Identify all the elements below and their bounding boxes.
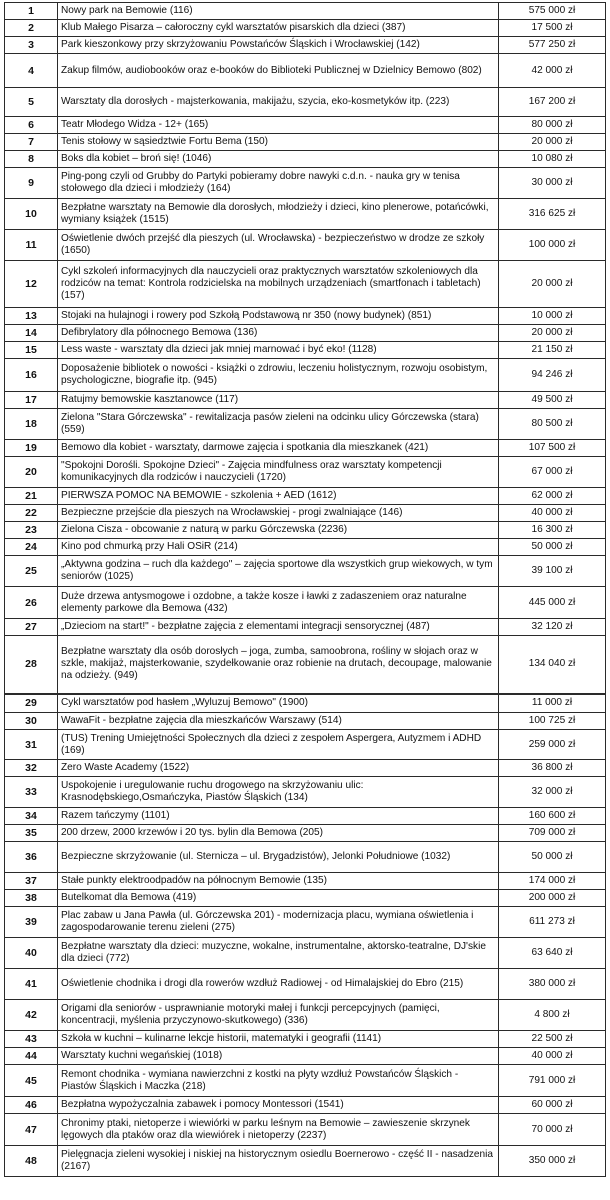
row-number: 38 [5, 890, 58, 907]
project-amount: 200 000 zł [499, 890, 606, 907]
table-row [5, 117, 606, 134]
table-row [5, 808, 606, 825]
project-name: PIERWSZA POMOC NA BEMOWIE - szkolenia + AED (1612) [58, 488, 499, 505]
project-amount: 62 000 zł [499, 488, 606, 505]
table-row [5, 20, 606, 37]
project-name: Remont chodnika - wymiana nawierzchni z kostki na płyty wzdłuż Powstańców Śląskich - Piastów Śląskich i Maczka (218) [58, 1065, 499, 1097]
row-number: 41 [5, 969, 58, 1000]
row-number: 11 [5, 230, 58, 261]
table-row [5, 488, 606, 505]
project-name: Teatr Młodego Widza - 12+ (165) [58, 117, 499, 134]
project-amount: 577 250 zł [499, 37, 606, 54]
row-number: 37 [5, 873, 58, 890]
project-name: „Aktywna godzina – ruch dla każdego" – zajęcia sportowe dla wszystkich grup wiekowych, w tym seniorów (1025) [58, 556, 499, 587]
table-row [5, 969, 606, 1000]
row-number: 27 [5, 619, 58, 636]
project-name: Zielona Cisza - obcowanie z naturą w parku Górczewska (2236) [58, 522, 499, 539]
project-name: „Dzieciom na start!" - bezpłatne zajęcia z elementami integracji sensorycznej (487) [58, 619, 499, 636]
row-number: 23 [5, 522, 58, 539]
row-number: 6 [5, 117, 58, 134]
table-row [5, 37, 606, 54]
row-number: 10 [5, 199, 58, 230]
project-name: Defibrylatory dla północnego Bemowa (136) [58, 325, 499, 342]
project-name: Uspokojenie i uregulowanie ruchu drogowego na skrzyżowaniu ulic: Krasnodębskiego,Osmańczyka, Piastów Śląskich (134) [58, 777, 499, 808]
project-name: Stojaki na hulajnogi i rowery pod Szkołą Podstawową nr 350 (nowy budynek) (851) [58, 308, 499, 325]
row-number: 21 [5, 488, 58, 505]
row-number: 30 [5, 713, 58, 730]
row-number: 48 [5, 1146, 58, 1177]
row-number: 17 [5, 392, 58, 409]
project-amount: 259 000 zł [499, 730, 606, 760]
projects-table-body [5, 3, 606, 1177]
row-number: 47 [5, 1114, 58, 1146]
project-name: Oświetlenie dwóch przejść dla pieszych (ul. Wrocławska) - bezpieczeństwo w drodze ze szkoły (1650) [58, 230, 499, 261]
table-row [5, 457, 606, 488]
project-name: Boks dla kobiet – broń się! (1046) [58, 151, 499, 168]
project-name: Bezpłatne warsztaty dla dzieci: muzyczne, wokalne, instrumentalne, aktorsko-teatralne, DJ'skie dla dzieci (772) [58, 938, 499, 969]
row-number: 46 [5, 1097, 58, 1114]
table-row [5, 1065, 606, 1097]
table-row [5, 713, 606, 730]
table-row [5, 505, 606, 522]
project-amount: 20 000 zł [499, 134, 606, 151]
project-name: Zielona "Stara Górczewska" - rewitalizacja pasów zieleni na odcinku ulicy Górczewska (stara) (559) [58, 409, 499, 440]
table-row [5, 694, 606, 713]
project-name: 200 drzew, 2000 krzewów i 20 tys. bylin dla Bemowa (205) [58, 825, 499, 842]
table-row [5, 151, 606, 168]
project-amount: 50 000 zł [499, 539, 606, 556]
project-amount: 316 625 zł [499, 199, 606, 230]
row-number: 42 [5, 1000, 58, 1031]
project-amount: 709 000 zł [499, 825, 606, 842]
row-number: 14 [5, 325, 58, 342]
row-number: 20 [5, 457, 58, 488]
table-row [5, 907, 606, 938]
row-number: 4 [5, 54, 58, 88]
project-name: (TUS) Trening Umiejętności Społecznych dla dzieci z zespołem Aspergera, Autyzmem i ADHD (169) [58, 730, 499, 760]
table-row [5, 1097, 606, 1114]
project-name: Butelkomat dla Bemowa (419) [58, 890, 499, 907]
row-number: 22 [5, 505, 58, 522]
row-number: 19 [5, 440, 58, 457]
project-name: Nowy park na Bemowie (116) [58, 3, 499, 20]
project-amount: 63 640 zł [499, 938, 606, 969]
project-amount: 80 000 zł [499, 117, 606, 134]
row-number: 12 [5, 261, 58, 308]
project-name: Chronimy ptaki, nietoperze i wiewiórki w parku leśnym na Bemowie – zawieszenie skrzynek lęgowych dla ptaków oraz dla wiewiórek i nietoperzy (2237) [58, 1114, 499, 1146]
project-amount: 49 500 zł [499, 392, 606, 409]
table-row [5, 825, 606, 842]
project-amount: 70 000 zł [499, 1114, 606, 1146]
project-amount: 380 000 zł [499, 969, 606, 1000]
project-name: Oświetlenie chodnika i drogi dla rowerów wzdłuż Radiowej - od Himalajskiej do Ebro (215) [58, 969, 499, 1000]
row-number: 3 [5, 37, 58, 54]
project-amount: 94 246 zł [499, 359, 606, 392]
table-row [5, 539, 606, 556]
project-name: Szkoła w kuchni – kulinarne lekcje historii, matematyki i geografii (1141) [58, 1031, 499, 1048]
table-row [5, 440, 606, 457]
table-row [5, 88, 606, 117]
project-amount: 67 000 zł [499, 457, 606, 488]
project-name: Less waste - warsztaty dla dzieci jak mniej marnować i być eko! (1128) [58, 342, 499, 359]
project-name: Cykl szkoleń informacyjnych dla nauczycieli oraz praktycznych warsztatów szkoleniowych dla rodziców na temat: Kontrola rodzicielska na mobilnych urządzeniach (smartfonach i tabletach) (157) [58, 261, 499, 308]
project-amount: 39 100 zł [499, 556, 606, 587]
table-row [5, 842, 606, 873]
project-amount: 107 500 zł [499, 440, 606, 457]
project-name: Stałe punkty elektroodpadów na północnym Bemowie (135) [58, 873, 499, 890]
project-amount: 167 200 zł [499, 88, 606, 117]
project-amount: 30 000 zł [499, 168, 606, 199]
project-amount: 40 000 zł [499, 505, 606, 522]
table-row [5, 342, 606, 359]
table-row [5, 873, 606, 890]
table-row [5, 730, 606, 760]
table-row [5, 230, 606, 261]
table-row [5, 760, 606, 777]
project-amount: 174 000 zł [499, 873, 606, 890]
table-row [5, 392, 606, 409]
row-number: 36 [5, 842, 58, 873]
project-name: Bezpłatna wypożyczalnia zabawek i pomocy Montessori (1541) [58, 1097, 499, 1114]
project-amount: 17 500 zł [499, 20, 606, 37]
table-row [5, 134, 606, 151]
table-row [5, 587, 606, 619]
project-amount: 42 000 zł [499, 54, 606, 88]
table-row [5, 619, 606, 636]
row-number: 32 [5, 760, 58, 777]
project-amount: 100 000 zł [499, 230, 606, 261]
project-amount: 4 800 zł [499, 1000, 606, 1031]
project-name: Tenis stołowy w sąsiedztwie Fortu Bema (150) [58, 134, 499, 151]
project-name: Bezpieczne przejście dla pieszych na Wrocławskiej - progi zwalniające (146) [58, 505, 499, 522]
project-amount: 80 500 zł [499, 409, 606, 440]
row-number: 25 [5, 556, 58, 587]
project-amount: 16 300 zł [499, 522, 606, 539]
project-name: Bezpłatne warsztaty dla osób dorosłych – joga, zumba, samoobrona, rośliny w słojach oraz w szkle, makijaż, majsterkowanie, szydełkowanie oraz robienie na drutach, decoupage, malowanie na odzieży. (949) [58, 636, 499, 694]
project-name: WawaFit - bezpłatne zajęcia dla mieszkańców Warszawy (514) [58, 713, 499, 730]
project-amount: 32 120 zł [499, 619, 606, 636]
project-amount: 791 000 zł [499, 1065, 606, 1097]
project-amount: 20 000 zł [499, 325, 606, 342]
project-amount: 60 000 zł [499, 1097, 606, 1114]
row-number: 18 [5, 409, 58, 440]
table-row [5, 777, 606, 808]
project-amount: 134 040 zł [499, 636, 606, 694]
table-row [5, 325, 606, 342]
project-name: Cykl warsztatów pod hasłem „Wyluzuj Bemowo" (1900) [58, 694, 499, 713]
row-number: 8 [5, 151, 58, 168]
project-amount: 20 000 zł [499, 261, 606, 308]
row-number: 44 [5, 1048, 58, 1065]
project-name: Razem tańczymy (1101) [58, 808, 499, 825]
row-number: 15 [5, 342, 58, 359]
row-number: 13 [5, 308, 58, 325]
project-name: "Spokojni Dorośli. Spokojne Dzieci" - Zajęcia mindfulness oraz warsztaty kompetencji komunikacyjnych dla rodziców i nauczycieli (1720) [58, 457, 499, 488]
row-number: 1 [5, 3, 58, 20]
project-amount: 350 000 zł [499, 1146, 606, 1177]
table-row [5, 54, 606, 88]
table-row [5, 556, 606, 587]
row-number: 28 [5, 636, 58, 694]
row-number: 35 [5, 825, 58, 842]
project-amount: 10 000 zł [499, 308, 606, 325]
row-number: 26 [5, 587, 58, 619]
project-name: Kino pod chmurką przy Hali OSiR (214) [58, 539, 499, 556]
project-name: Park kieszonkowy przy skrzyżowaniu Powstańców Śląskich i Wrocławskiej (142) [58, 37, 499, 54]
project-name: Origami dla seniorów - usprawnianie motoryki małej i funkcji percepcyjnych (pamięci, koncentracji, myślenia przyczynowo-skutkowego) (336) [58, 1000, 499, 1031]
table-row [5, 1146, 606, 1177]
project-name: Pielęgnacja zieleni wysokiej i niskiej na historycznym osiedlu Boernerowo - część II - nasadzenia (2167) [58, 1146, 499, 1177]
project-name: Bezpłatne warsztaty na Bemowie dla dorosłych, młodzieży i dzieci, kino plenerowe, potańcówki, wymiany książek (1515) [58, 199, 499, 230]
project-amount: 10 080 zł [499, 151, 606, 168]
project-amount: 50 000 zł [499, 842, 606, 873]
project-name: Klub Małego Pisarza – całoroczny cykl warsztatów pisarskich dla dzieci (387) [58, 20, 499, 37]
project-name: Zakup filmów, audiobooków oraz e-booków do Biblioteki Publicznej w Dzielnicy Bemowo (802) [58, 54, 499, 88]
table-row [5, 890, 606, 907]
project-amount: 40 000 zł [499, 1048, 606, 1065]
project-name: Bezpieczne skrzyżowanie (ul. Sternicza – ul. Brygadzistów), Jelonki Południowe (1032) [58, 842, 499, 873]
table-row [5, 168, 606, 199]
row-number: 9 [5, 168, 58, 199]
project-amount: 445 000 zł [499, 587, 606, 619]
project-name: Ping-pong czyli od Grubby do Partyki pobieramy dobre nawyki c.d.n. - nauka gry w tenisa stołowego dla dzieci i młodzieży (164) [58, 168, 499, 199]
project-name: Zero Waste Academy (1522) [58, 760, 499, 777]
project-name: Warsztaty dla dorosłych - majsterkowania, makijażu, szycia, eko-kosmetyków itp. (223) [58, 88, 499, 117]
row-number: 43 [5, 1031, 58, 1048]
project-amount: 21 150 zł [499, 342, 606, 359]
table-row [5, 359, 606, 392]
project-name: Bemowo dla kobiet - warsztaty, darmowe zajęcia i spotkania dla mieszkanek (421) [58, 440, 499, 457]
row-number: 34 [5, 808, 58, 825]
project-amount: 160 600 zł [499, 808, 606, 825]
table-row [5, 261, 606, 308]
project-amount: 32 000 zł [499, 777, 606, 808]
table-row [5, 1031, 606, 1048]
row-number: 16 [5, 359, 58, 392]
projects-table [4, 2, 606, 1177]
row-number: 33 [5, 777, 58, 808]
row-number: 45 [5, 1065, 58, 1097]
row-number: 39 [5, 907, 58, 938]
table-row [5, 636, 606, 694]
project-amount: 11 000 zł [499, 694, 606, 713]
project-name: Duże drzewa antysmogowe i ozdobne, a także kosze i ławki z zadaszeniem oraz naturalne elementy parkowe dla Bemowa (432) [58, 587, 499, 619]
project-name: Doposażenie bibliotek o nowości - książki o zdrowiu, leczeniu holistycznym, rozwoju osobistym, psychologiczne, biografie itp. (945) [58, 359, 499, 392]
table-row [5, 1000, 606, 1031]
project-amount: 36 800 zł [499, 760, 606, 777]
table-row [5, 938, 606, 969]
project-amount: 611 273 zł [499, 907, 606, 938]
project-name: Ratujmy bemowskie kasztanowce (117) [58, 392, 499, 409]
project-name: Warsztaty kuchni wegańskiej (1018) [58, 1048, 499, 1065]
table-row [5, 3, 606, 20]
row-number: 29 [5, 694, 58, 713]
row-number: 31 [5, 730, 58, 760]
table-row [5, 522, 606, 539]
project-amount: 575 000 zł [499, 3, 606, 20]
project-amount: 22 500 zł [499, 1031, 606, 1048]
row-number: 5 [5, 88, 58, 117]
project-name: Plac zabaw u Jana Pawła (ul. Górczewska 201) - modernizacja placu, wymiana oświetlenia i zagospodarowanie terenu zieleni (275) [58, 907, 499, 938]
row-number: 7 [5, 134, 58, 151]
table-row [5, 409, 606, 440]
table-row [5, 1048, 606, 1065]
table-row [5, 199, 606, 230]
table-row [5, 308, 606, 325]
table-row [5, 1114, 606, 1146]
row-number: 24 [5, 539, 58, 556]
project-amount: 100 725 zł [499, 713, 606, 730]
row-number: 2 [5, 20, 58, 37]
row-number: 40 [5, 938, 58, 969]
